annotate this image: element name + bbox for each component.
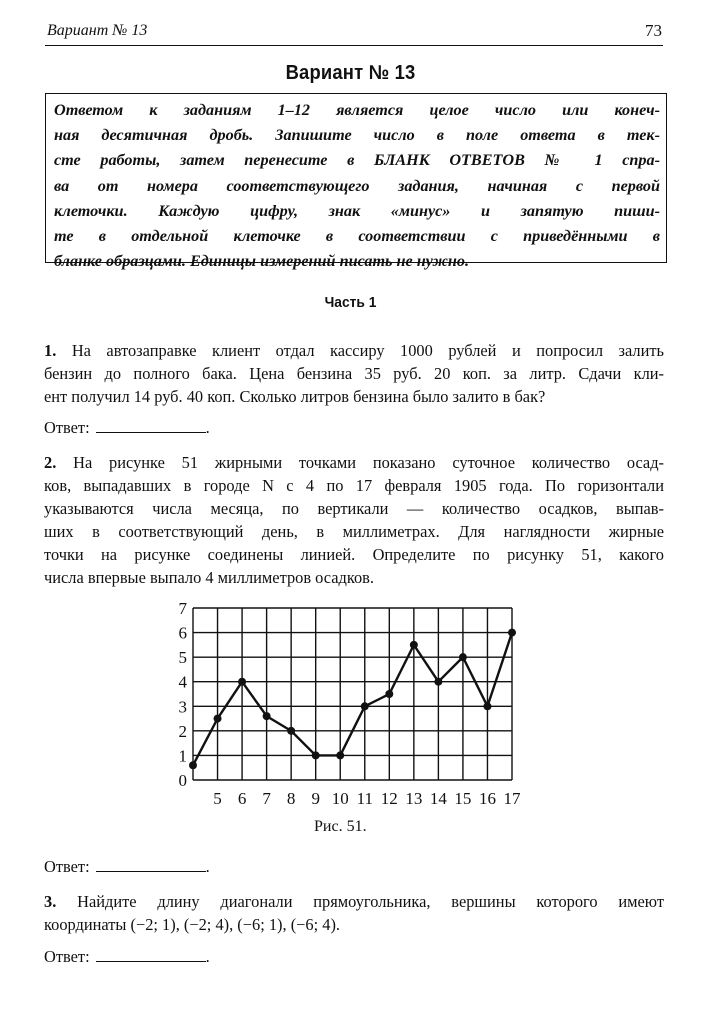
x-tick-label: 13 [405, 789, 423, 808]
task-2-line: указываются числа месяца, по вертикали — количество осадков, выпав- [44, 499, 664, 518]
task-2-line: ков, выпадавших в городе N с 4 по 17 февраля 1905 года. По горизонтали [44, 476, 664, 495]
x-tick-label: 17 [503, 789, 521, 808]
task-number: 3. [44, 892, 57, 911]
task-2-line: ших в соответствующий день, в миллиметрах. Для наглядности жирные [44, 522, 664, 541]
x-tick-label: 16 [478, 789, 496, 808]
data-point-marker [287, 727, 295, 735]
data-point-marker [508, 629, 516, 637]
instructions-box [45, 93, 667, 271]
y-tick-label: 1 [178, 746, 187, 766]
answer-field[interactable] [96, 949, 206, 962]
data-line [193, 633, 512, 766]
header-rule [45, 45, 663, 46]
task-3-line: координаты (−2; 1), (−2; 4), (−6; 1), (−6; 4). [44, 915, 340, 934]
page-number: 73 [645, 21, 662, 40]
x-axis-tick-labels [213, 789, 521, 808]
task-number: 2. [44, 453, 57, 472]
y-tick-label: 6 [178, 623, 187, 643]
data-point-marker [312, 751, 320, 759]
data-point-marker [361, 702, 369, 710]
x-tick-label: 7 [262, 789, 271, 808]
x-tick-label: 8 [286, 789, 296, 808]
data-point-marker [434, 678, 442, 686]
task-text: На автозаправке клиент отдал кассиру 1000 рублей и попросил залить [71, 341, 664, 360]
instructions-line: те в отдельной клеточке в соответствии с приведёнными в [54, 227, 660, 246]
x-tick-label: 14 [429, 789, 447, 808]
y-tick-label: 5 [178, 648, 187, 668]
data-point-marker [263, 712, 271, 720]
y-tick-label: 0 [178, 771, 187, 790]
precipitation-line-chart [168, 596, 528, 811]
y-tick-label: 2 [178, 721, 187, 741]
task-1-line: бензин до полного бака. Цена бензина 35 руб. 20 коп. за литр. Сдачи кли- [44, 364, 664, 383]
answer-field[interactable] [96, 859, 206, 872]
task-1-line: ент получил 14 руб. 40 коп. Сколько литров бензина было залито в бак? [44, 387, 546, 406]
page-title: Вариант № 13 [285, 62, 416, 84]
task-1-answer: Ответ: . [44, 418, 210, 437]
chart-grid [193, 608, 512, 780]
answer-field[interactable] [96, 420, 206, 433]
answer-label: Ответ: [44, 947, 90, 966]
task-3-answer: Ответ: . [44, 947, 210, 966]
task-text: Найдите длину диагонали прямоугольника, вершины которого имеют [77, 892, 664, 911]
task-number: 1. [44, 341, 57, 360]
data-point-marker [385, 690, 393, 698]
instructions-line: Ответом к заданиям 1–12 является целое число или конеч- [54, 101, 660, 119]
task-text: На рисунке 51 жирными точками показано суточное количество осад- [73, 453, 664, 472]
instructions-line: ная десятичная дробь. Запишите число в поле ответа в тек- [54, 126, 660, 145]
chart-series [189, 629, 516, 770]
data-point-marker [189, 761, 197, 769]
task-2-answer: Ответ: . [44, 857, 210, 876]
x-tick-label: 6 [237, 789, 247, 808]
data-point-marker [336, 751, 344, 759]
instructions-line: ва от номера соответствующего задания, начиная с первой [54, 176, 660, 195]
data-point-marker [214, 715, 222, 723]
y-tick-label: 3 [178, 697, 187, 717]
task-1-line [44, 341, 664, 361]
data-point-marker [410, 641, 418, 649]
y-axis-tick-labels [179, 599, 188, 790]
x-tick-label: 12 [380, 789, 398, 808]
data-point-marker [238, 678, 246, 686]
answer-label: Ответ: [44, 418, 90, 437]
y-tick-label: 7 [178, 599, 187, 618]
x-tick-label: 9 [311, 789, 320, 808]
part-title: Часть 1 [324, 294, 377, 311]
task-2-line [44, 453, 664, 473]
instructions-line: клеточки. Каждую цифру, знак «минус» и запятую пиши- [54, 201, 660, 220]
task-2-line: числа впервые выпало 4 миллиметров осадков. [44, 568, 375, 587]
x-tick-label: 11 [356, 789, 373, 808]
x-tick-label: 15 [454, 789, 472, 808]
answer-label: Ответ: [44, 857, 90, 876]
data-point-marker [459, 653, 467, 661]
running-header-title: Вариант № 13 [47, 22, 148, 39]
instructions-line: бланке образцами. Единицы измерений писать не нужно. [54, 252, 470, 271]
instructions-line: сте работы, затем перенесите в БЛАНК ОТВЕТОВ № 1 спра- [54, 151, 660, 170]
data-point-marker [483, 702, 491, 710]
x-tick-label: 5 [213, 789, 222, 808]
task-2-line: точки на рисунке соединены линией. Определите по рисунку 51, какого [44, 545, 664, 564]
task-3-line [44, 892, 664, 912]
figure-caption: Рис. 51. [314, 818, 367, 835]
x-tick-label: 10 [331, 789, 349, 808]
y-tick-label: 4 [178, 672, 187, 692]
